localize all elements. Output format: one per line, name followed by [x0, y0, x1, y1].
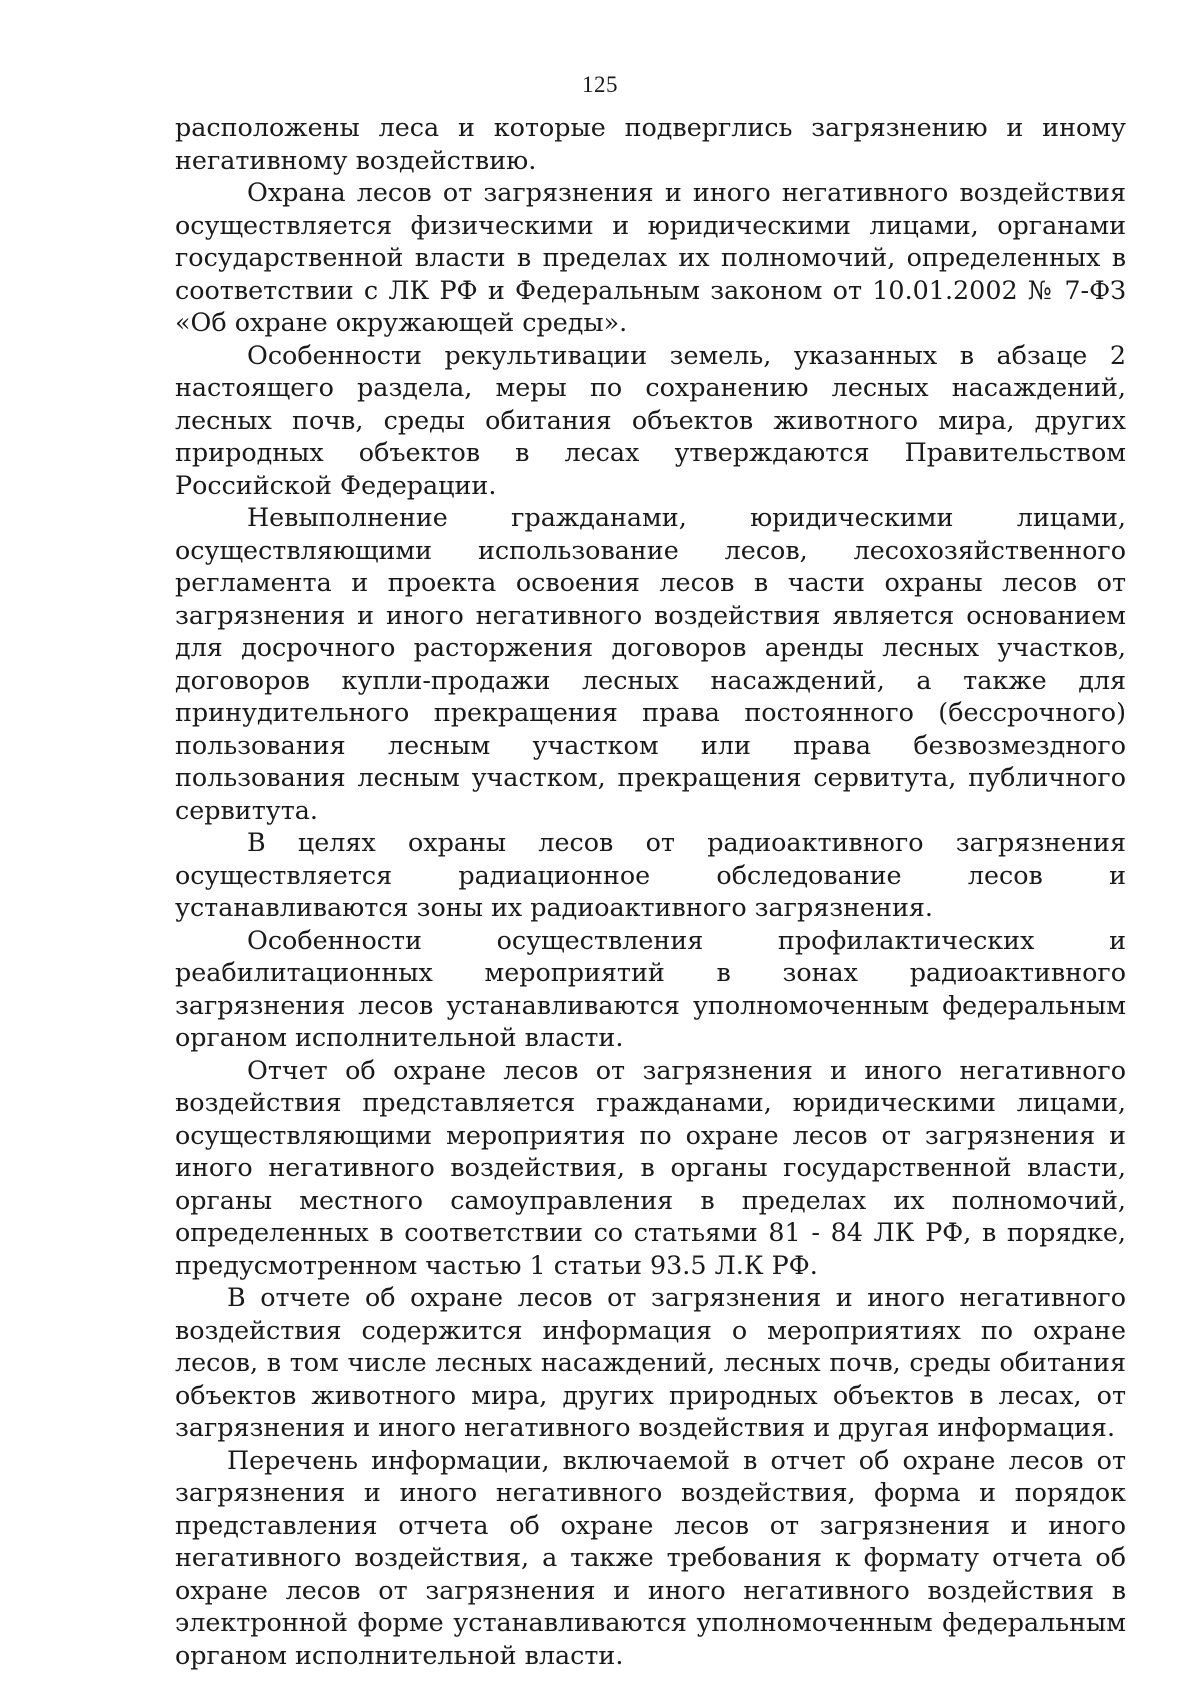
paragraph-3: Особенности рекультивации земель, указанных в абзаце 2 настоящего раздела, меры по сохранению лесных насаждений, лесных почв, среды обитания объектов животного мира, других природных объектов в лесах утверждаются Правительством Российской Федерации. [175, 339, 1126, 500]
paragraph-4: Невыполнение гражданами, юридическими лицами, осуществляющими использование лесов, лесохозяйственного регламента и проекта освоения лесов в части охраны лесов от загрязнения и иного негативного воздействия является основанием для досрочного расторжения договоров аренды лесных участков, договоров купли-продажи лесных насаждений, а также для принудительного прекращения права постоянного (бессрочного) пользования лесным участком или права безвозмездного пользования лесным участком, прекращения сервитута, публичного сервитута. [175, 502, 1126, 825]
paragraph-7: Отчет об охране лесов от загрязнения и иного негативного воздействия представляется гражданами, юридическими лицами, осуществляющими мероприятия по охране лесов от загрязнения и иного негативного воздействия, в органы государственной власти, органы местного самоуправления в пределах их полномочий, определенных в соответствии со статьями 81 - 84 ЛК РФ, в порядке, предусмотренном частью 1 статьи 93.5 Л.К РФ. [175, 1054, 1126, 1280]
paragraph-6: Особенности осуществления профилактических и реабилитационных мероприятий в зонах радиоактивного загрязнения лесов устанавливаются уполномоченным федеральным органом исполнительной власти. [175, 924, 1126, 1052]
paragraph-9: Перечень информации, включаемой в отчет об охране лесов от загрязнения и иного негативного воздействия, форма и порядок представления отчета об охране лесов от загрязнения и иного негативного воздействия, а также требования к формату отчета об охране лесов от загрязнения и иного негативного воздействия в электронной форме устанавливаются уполномоченным федеральным органом исполнительной власти. [175, 1444, 1126, 1670]
page-number: 125 [582, 72, 618, 97]
paragraph-5: В целях охраны лесов от радиоактивного загрязнения осуществляется радиационное обследование лесов и устанавливаются зоны их радиоактивного загрязнения. [175, 827, 1126, 922]
paragraph-2: Охрана лесов от загрязнения и иного негативного воздействия осуществляется физическими и юридическими лицами, органами государственной власти в пределах их полномочий, определенных в соответствии с ЛК РФ и Федеральным законом от 10.01.2002 № 7-ФЗ «Об охране окружающей среды». [175, 177, 1126, 337]
document-body [175, 111, 1126, 1671]
paragraph-8: В отчете об охране лесов от загрязнения и иного негативного воздействия содержится информация о мероприятиях по охране лесов, в том числе лесных насаждений, лесных почв, среды обитания объектов животного мира, других природных объектов в лесах, от загрязнения и иного негативного воздействия и другая информация. [175, 1282, 1126, 1442]
paragraph-1: расположены леса и которые подверглись загрязнению и иному негативному воздействию. [175, 112, 1126, 175]
